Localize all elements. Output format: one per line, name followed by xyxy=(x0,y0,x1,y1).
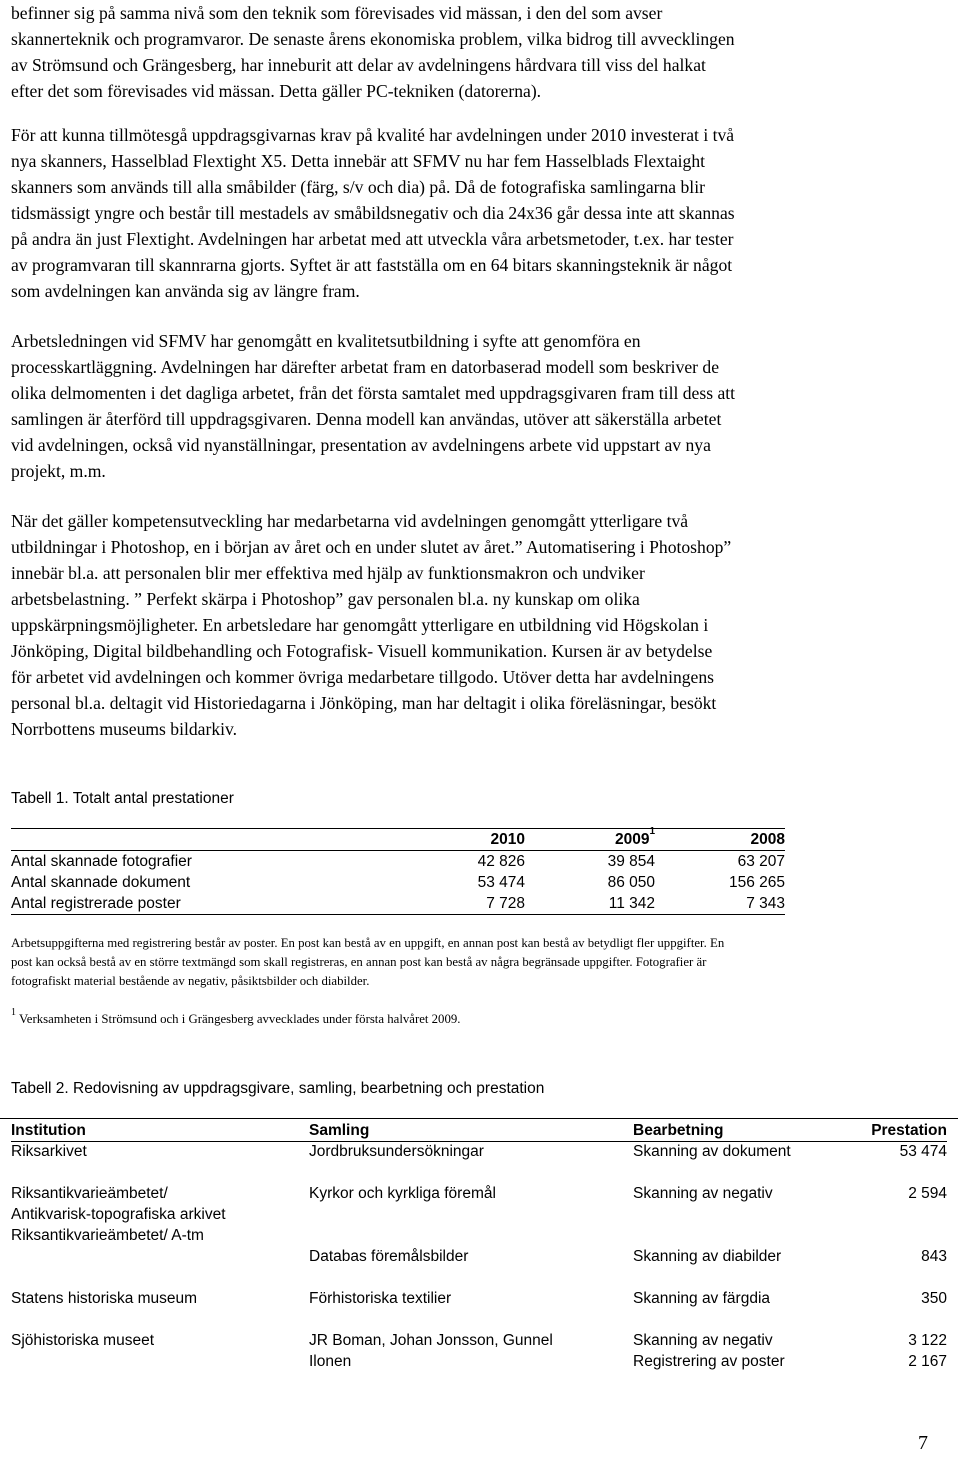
institution-cell: Statens historiska museum xyxy=(11,1290,198,1307)
text-line: uppskärpningsmöjligheter. En arbetsledare har genomgått ytterligare en utbildning vid Högskolan i xyxy=(11,615,709,635)
year-2010: 2010 xyxy=(490,831,525,848)
institution-cell: Riksantikvarieämbetet/ xyxy=(11,1185,168,1202)
year-2009: 2009 xyxy=(614,831,650,848)
table1-header-cell xyxy=(405,829,525,851)
text-line: Arbetsledningen vid SFMV har genomgått en kvalitetsutbildning i syfte att genomföra en xyxy=(11,331,641,351)
samling-cell: Databas föremålsbilder xyxy=(309,1248,469,1265)
note-line: fotografiskt material bestående av negativ, påsiktsbilder och diabilder. xyxy=(11,974,370,988)
text-line: Norrbottens museums bildarkiv. xyxy=(11,719,238,739)
text-line: befinner sig på samma nivå som den teknik som förevisades vid mässan, i den del som avser xyxy=(11,3,663,23)
samling-cell: Ilonen xyxy=(309,1353,352,1370)
table2-top-rule xyxy=(0,1118,958,1119)
table1-note xyxy=(11,934,941,991)
table2-header-bearbetning: Bearbetning xyxy=(633,1122,724,1139)
text-line: Jönköping, Digital bildbehandling och Fotografisk- Visuell kommunikation. Kursen är av betydelse xyxy=(11,641,713,661)
bearbetning-cell: Skanning av dokument xyxy=(633,1143,791,1160)
table2-header-row xyxy=(11,1120,947,1142)
text-line: utbildningar i Photoshop, en i början av året och en under slutet av året.” Automatisering i Photoshop” xyxy=(11,537,732,557)
text-line: nya skanners, Hasselblad Flextight X5. Detta innebär att SFMV nu har fem Hasselblads Flextaight xyxy=(11,151,706,171)
table-cell: 7 728 xyxy=(405,893,525,915)
text-line: efter det som förevisades vid mässan. Detta gäller PC-tekniken (datorerna). xyxy=(11,81,542,101)
institution-cell: Riksantikvarieämbetet/ A-tm xyxy=(11,1227,204,1244)
prestation-cell: 350 xyxy=(921,1290,947,1307)
note-line: Arbetsuppgifterna med registrering består av poster. En post kan bestå av en uppgift, en annan post kan bestå av betydligt fler uppgifter. En xyxy=(11,936,725,950)
text-line: för arbetet vid avdelningen och kommer övriga medarbetare tillgodo. Utöver detta har avdelningens xyxy=(11,667,715,687)
institution-cell: Sjöhistoriska museet xyxy=(11,1332,155,1349)
bearbetning-cell: Skanning av färgdia xyxy=(633,1290,771,1307)
footnote-mark: 1 xyxy=(649,826,655,837)
prestation-cell: 3 122 xyxy=(908,1332,947,1349)
table-row xyxy=(11,851,785,873)
text-line: av Strömsund och Grängesberg, har inneburit att delar av avdelningens hårdvara till viss del halkat xyxy=(11,55,706,75)
prestation-cell: 843 xyxy=(921,1248,947,1265)
table-cell: 11 342 xyxy=(525,893,655,915)
table1 xyxy=(11,828,785,915)
bearbetning-cell: Skanning av negativ xyxy=(633,1185,773,1202)
text-line: av programvaran till skannrarna gjorts. Syftet är att fastställa om en 64 bitars skanningsteknik är något xyxy=(11,255,733,275)
bearbetning-cell: Skanning av negativ xyxy=(633,1332,773,1349)
institution-cell: Riksarkivet xyxy=(11,1143,87,1160)
table2-header-institution: Institution xyxy=(11,1122,86,1139)
table1-caption: Tabell 1. Totalt antal prestationer xyxy=(11,790,234,807)
table2-header-samling: Samling xyxy=(309,1122,370,1139)
table1-header-cell xyxy=(655,829,785,851)
text-line: arbetsbelastning. ” Perfekt skärpa i Photoshop” gav personalen bl.a. ny kunskap om olika xyxy=(11,589,640,609)
text-line: samlingen är återförd till uppdragsgivaren. Denna modell kan användas, utöver att säkerställa arbetet xyxy=(11,409,722,429)
samling-cell: Jordbruksundersökningar xyxy=(309,1143,484,1160)
year-2008: 2008 xyxy=(750,831,785,848)
text-line: tidsmässigt yngre och består till mestadels av småbildsnegativ och dia 24x36 går dessa inte att skannas xyxy=(11,203,735,223)
text-line: vid avdelningen, också vid nyanställningar, presentation av avdelningens arbete vid uppstart av nya xyxy=(11,435,711,455)
bearbetning-cell: Skanning av diabilder xyxy=(633,1248,782,1265)
samling-cell: Kyrkor och kyrkliga föremål xyxy=(309,1185,496,1202)
text-line: När det gäller kompetensutveckling har medarbetarna vid avdelningen genomgått ytterligare två xyxy=(11,511,689,531)
text-line: personal bl.a. deltagit vid Historiedagarna i Jönköping, man har deltagit i olika föreläsningar, besökt xyxy=(11,693,717,713)
table2-header-prestation: Prestation xyxy=(871,1122,947,1139)
text-line: processkartläggning. Avdelningen har därefter arbetat fram en datorbaserad modell som beskriver de xyxy=(11,357,720,377)
paragraph-4 xyxy=(11,508,941,742)
table1-header-row xyxy=(11,829,785,851)
prestation-cell: 53 474 xyxy=(899,1143,947,1160)
footnote-line xyxy=(11,1007,461,1026)
footnote-mark: 1 xyxy=(11,1007,16,1018)
table-cell: 63 207 xyxy=(737,853,785,870)
table-cell: Antal skannade fotografier xyxy=(11,853,192,870)
institution-cell: Antikvarisk-topografiska arkivet xyxy=(11,1206,226,1223)
samling-cell: Förhistoriska textilier xyxy=(309,1290,452,1307)
text-line: skannerteknik och programvaror. De senaste årens ekonomiska problem, vilka bidrog till avvecklingen xyxy=(11,29,735,49)
table-cell: 7 343 xyxy=(655,893,785,915)
footnote-text: Verksamheten i Strömsund och i Grängesberg avvecklades under första halvåret 2009. xyxy=(16,1012,461,1026)
table-row xyxy=(11,893,785,915)
table2-caption: Tabell 2. Redovisning av uppdragsgivare, samling, bearbetning och prestation xyxy=(11,1080,545,1097)
table-cell: 156 265 xyxy=(728,874,785,891)
text-line: som avdelningen kan använda sig av längre fram. xyxy=(11,281,360,301)
paragraph-2 xyxy=(11,122,941,304)
text-line: projekt, m.m. xyxy=(11,461,106,481)
table-cell: 86 050 xyxy=(607,874,655,891)
prestation-cell: 2 167 xyxy=(908,1353,947,1370)
text-line: För att kunna tillmötesgå uppdragsgivarnas krav på kvalité har avdelningen under 2010 investerat i två xyxy=(11,125,735,145)
paragraph-1 xyxy=(11,0,941,104)
text-line: på andra än just Flextight. Avdelningen har arbetat med att utveckla våra arbetsmetoder, t.ex. har tester xyxy=(11,229,734,249)
text-line: skanners som används till alla småbilder (färg, s/v och dia) på. Då de fotografiska samlingarna blir xyxy=(11,177,705,197)
prestation-cell: 2 594 xyxy=(908,1185,947,1202)
page-number: 7 xyxy=(918,1432,928,1454)
note-line: post kan också bestå av en större textmängd som skall registreras, en annan post kan bestå av några begränsade uppgifter. Fotografier är xyxy=(11,955,707,969)
text-line: olika delmomenten i det dagliga arbetet, från det första samtalet med uppdragsgivaren fram till dess att xyxy=(11,383,736,403)
table1-header-cell xyxy=(11,829,405,851)
table1-header-cell xyxy=(525,826,655,851)
paragraph-3 xyxy=(11,328,941,484)
footnote xyxy=(11,1007,941,1029)
table-cell: Antal registrerade poster xyxy=(11,893,405,915)
table-cell: 39 854 xyxy=(607,853,655,870)
samling-cell: JR Boman, Johan Jonsson, Gunnel xyxy=(309,1332,553,1349)
bearbetning-cell: Registrering av poster xyxy=(633,1353,785,1370)
table-cell: Antal skannade dokument xyxy=(11,874,191,891)
table-cell: 42 826 xyxy=(477,853,525,870)
text-line: innebär bl.a. att personalen blir mer effektiva med hjälp av funktionsmakron och undviker xyxy=(11,563,645,583)
table-row xyxy=(11,872,785,893)
table-cell: 53 474 xyxy=(477,874,525,891)
